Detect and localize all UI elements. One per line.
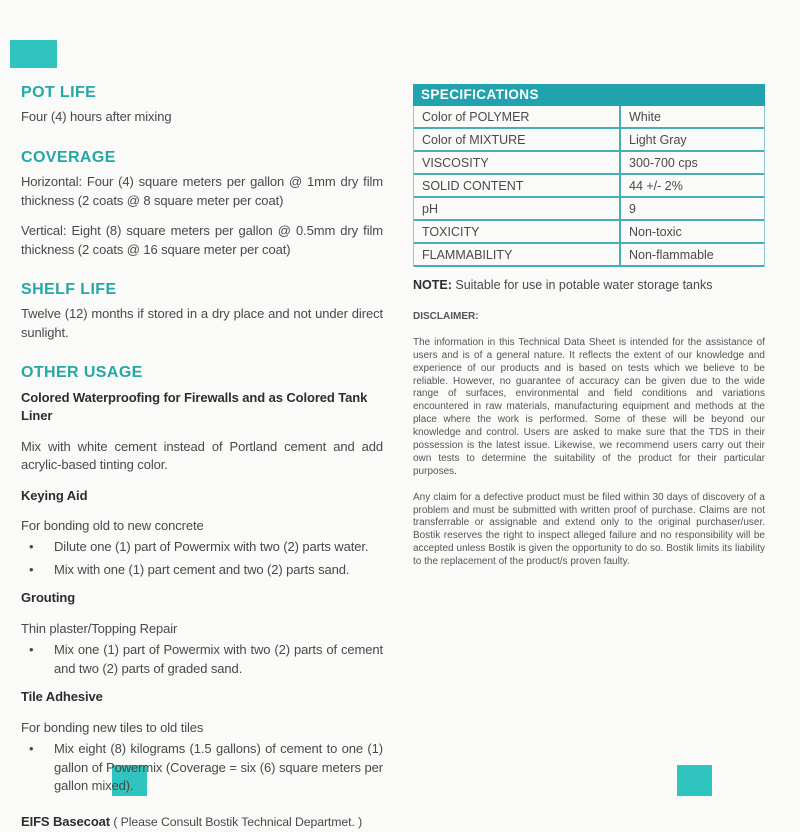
tile-adhesive-title: Tile Adhesive: [21, 689, 103, 705]
tile-adhesive-bullets: [21, 740, 383, 795]
specifications-table-body: [413, 106, 765, 267]
disclaimer-heading: DISCLAIMER:: [413, 311, 479, 322]
right-column: [413, 84, 765, 582]
disclaimer-section: [413, 311, 765, 569]
spec-label: VISCOSITY: [414, 152, 621, 173]
bullet-item: • Mix one (1) part of Powermix with two (2) parts of cement and two (2) parts of graded sand.: [21, 641, 383, 678]
spec-value: 9: [629, 202, 636, 216]
table-row: [414, 106, 764, 129]
colored-waterproofing-text: Mix with white cement instead of Portland cement and add acrylic-based tinting color.: [21, 438, 383, 473]
bullet-item: • Mix with one (1) part cement and two (2) parts sand.: [21, 561, 383, 579]
keying-aid-text: For bonding old to new concrete: [21, 518, 204, 533]
eifs-basecoat-note: ( Please Consult Bostik Technical Departmet. ): [113, 815, 363, 830]
spec-label: TOXICITY: [414, 221, 621, 242]
spec-label: pH: [414, 198, 621, 219]
tile-adhesive-text: For bonding new tiles to old tiles: [21, 719, 204, 735]
coverage-vertical-text: Vertical: Eight (8) square meters per gallon @ 0.5mm dry film thickness (2 coats @ 16 square meter per coat): [21, 223, 383, 257]
table-row: [414, 175, 764, 198]
shelf-life-text: Twelve (12) months if stored in a dry place and not under direct sunlight.: [21, 306, 383, 340]
pot-life-text: Four (4) hours after mixing: [21, 109, 172, 125]
coverage-heading: COVERAGE: [21, 148, 116, 166]
spec-label: SOLID CONTENT: [414, 175, 621, 196]
spec-label: Color of POLYMER: [414, 106, 621, 127]
spec-value: Non-toxic: [629, 225, 682, 239]
grouting-text: Thin plaster/Topping Repair: [21, 620, 178, 636]
pot-life-heading: POT LIFE: [21, 84, 97, 101]
table-row: [414, 244, 764, 267]
colored-waterproofing-title: Colored Waterproofing for Firewalls and as Colored Tank Liner: [21, 389, 368, 424]
other-usage-heading: OTHER USAGE: [21, 364, 143, 382]
table-row: [414, 152, 764, 175]
spec-value: Non-flammable: [629, 248, 714, 262]
specifications-table: [413, 84, 765, 267]
grouting-bullets: [21, 641, 383, 678]
disclaimer-paragraph-1: The information in this Technical Data Sheet is intended for the assistance of users and is of a general nature. It reflects the extent of our knowledge and experience of our products and is based on tests which we believe to be reliable. However, no guarantee of accuracy can be given due to the wide range of surfaces, environmental and field conditions and variations encountered in raw materials, manufacturing equipment and methods at the place where the work is performed. Some of these will be beyond our knowledge and control. Users are asked to make sure that the TDS in their possession is the latest issue. Likewise, we recommend users carry out their own tests to determine the suitability of the product for their particular purposes.: [413, 336, 765, 477]
table-row: [414, 198, 764, 221]
keying-aid-bullets: [21, 538, 383, 579]
eifs-basecoat-title: EIFS Basecoat: [21, 814, 111, 830]
specifications-table-header: SPECIFICATIONS: [413, 84, 765, 106]
spec-value: Light Gray: [629, 133, 687, 147]
spec-label: Color of MIXTURE: [414, 129, 621, 150]
shelf-life-heading: SHELF LIFE: [21, 281, 117, 299]
eifs-basecoat-line: [21, 813, 383, 831]
coverage-horizontal-text: Horizontal: Four (4) square meters per gallon @ 1mm dry film thickness (2 coats @ 8 square meter per coat): [21, 174, 383, 208]
table-row: [414, 129, 764, 152]
spec-value: White: [629, 110, 661, 124]
decor-square-bottom-right: [677, 765, 712, 796]
spec-value: 300-700 cps: [629, 156, 698, 170]
table-row: [414, 221, 764, 244]
grouting-title: Grouting: [21, 590, 76, 606]
left-column: [21, 84, 383, 832]
spec-value: 44 +/- 2%: [629, 179, 683, 193]
note-text: Suitable for use in potable water storage tanks: [451, 278, 713, 292]
keying-aid-title: Keying Aid: [21, 487, 88, 503]
note-line: [413, 278, 765, 292]
spec-label: FLAMMABILITY: [414, 244, 621, 265]
bullet-item: • Mix eight (8) kilograms (1.5 gallons) of cement to one (1) gallon of Powermix (Coverage = six (6) square meters per gallon mixed).: [21, 740, 383, 795]
bullet-item: • Dilute one (1) part of Powermix with two (2) parts water.: [21, 538, 383, 556]
note-label: NOTE:: [413, 278, 452, 292]
decor-square-top-left: [10, 40, 57, 68]
disclaimer-paragraph-2: Any claim for a defective product must be filed within 30 days of discovery of a problem and must be submitted with written proof of purchase. Claims are not transferrable or assignable and extend only to the original purchaser/user. Bostik reserves the right to inspect alleged failure and no responsibility will be accepted unless Bostik is given the opportunity to do so. Bostik limits its liability to the replacement of the product/s proven faulty.: [413, 491, 765, 568]
